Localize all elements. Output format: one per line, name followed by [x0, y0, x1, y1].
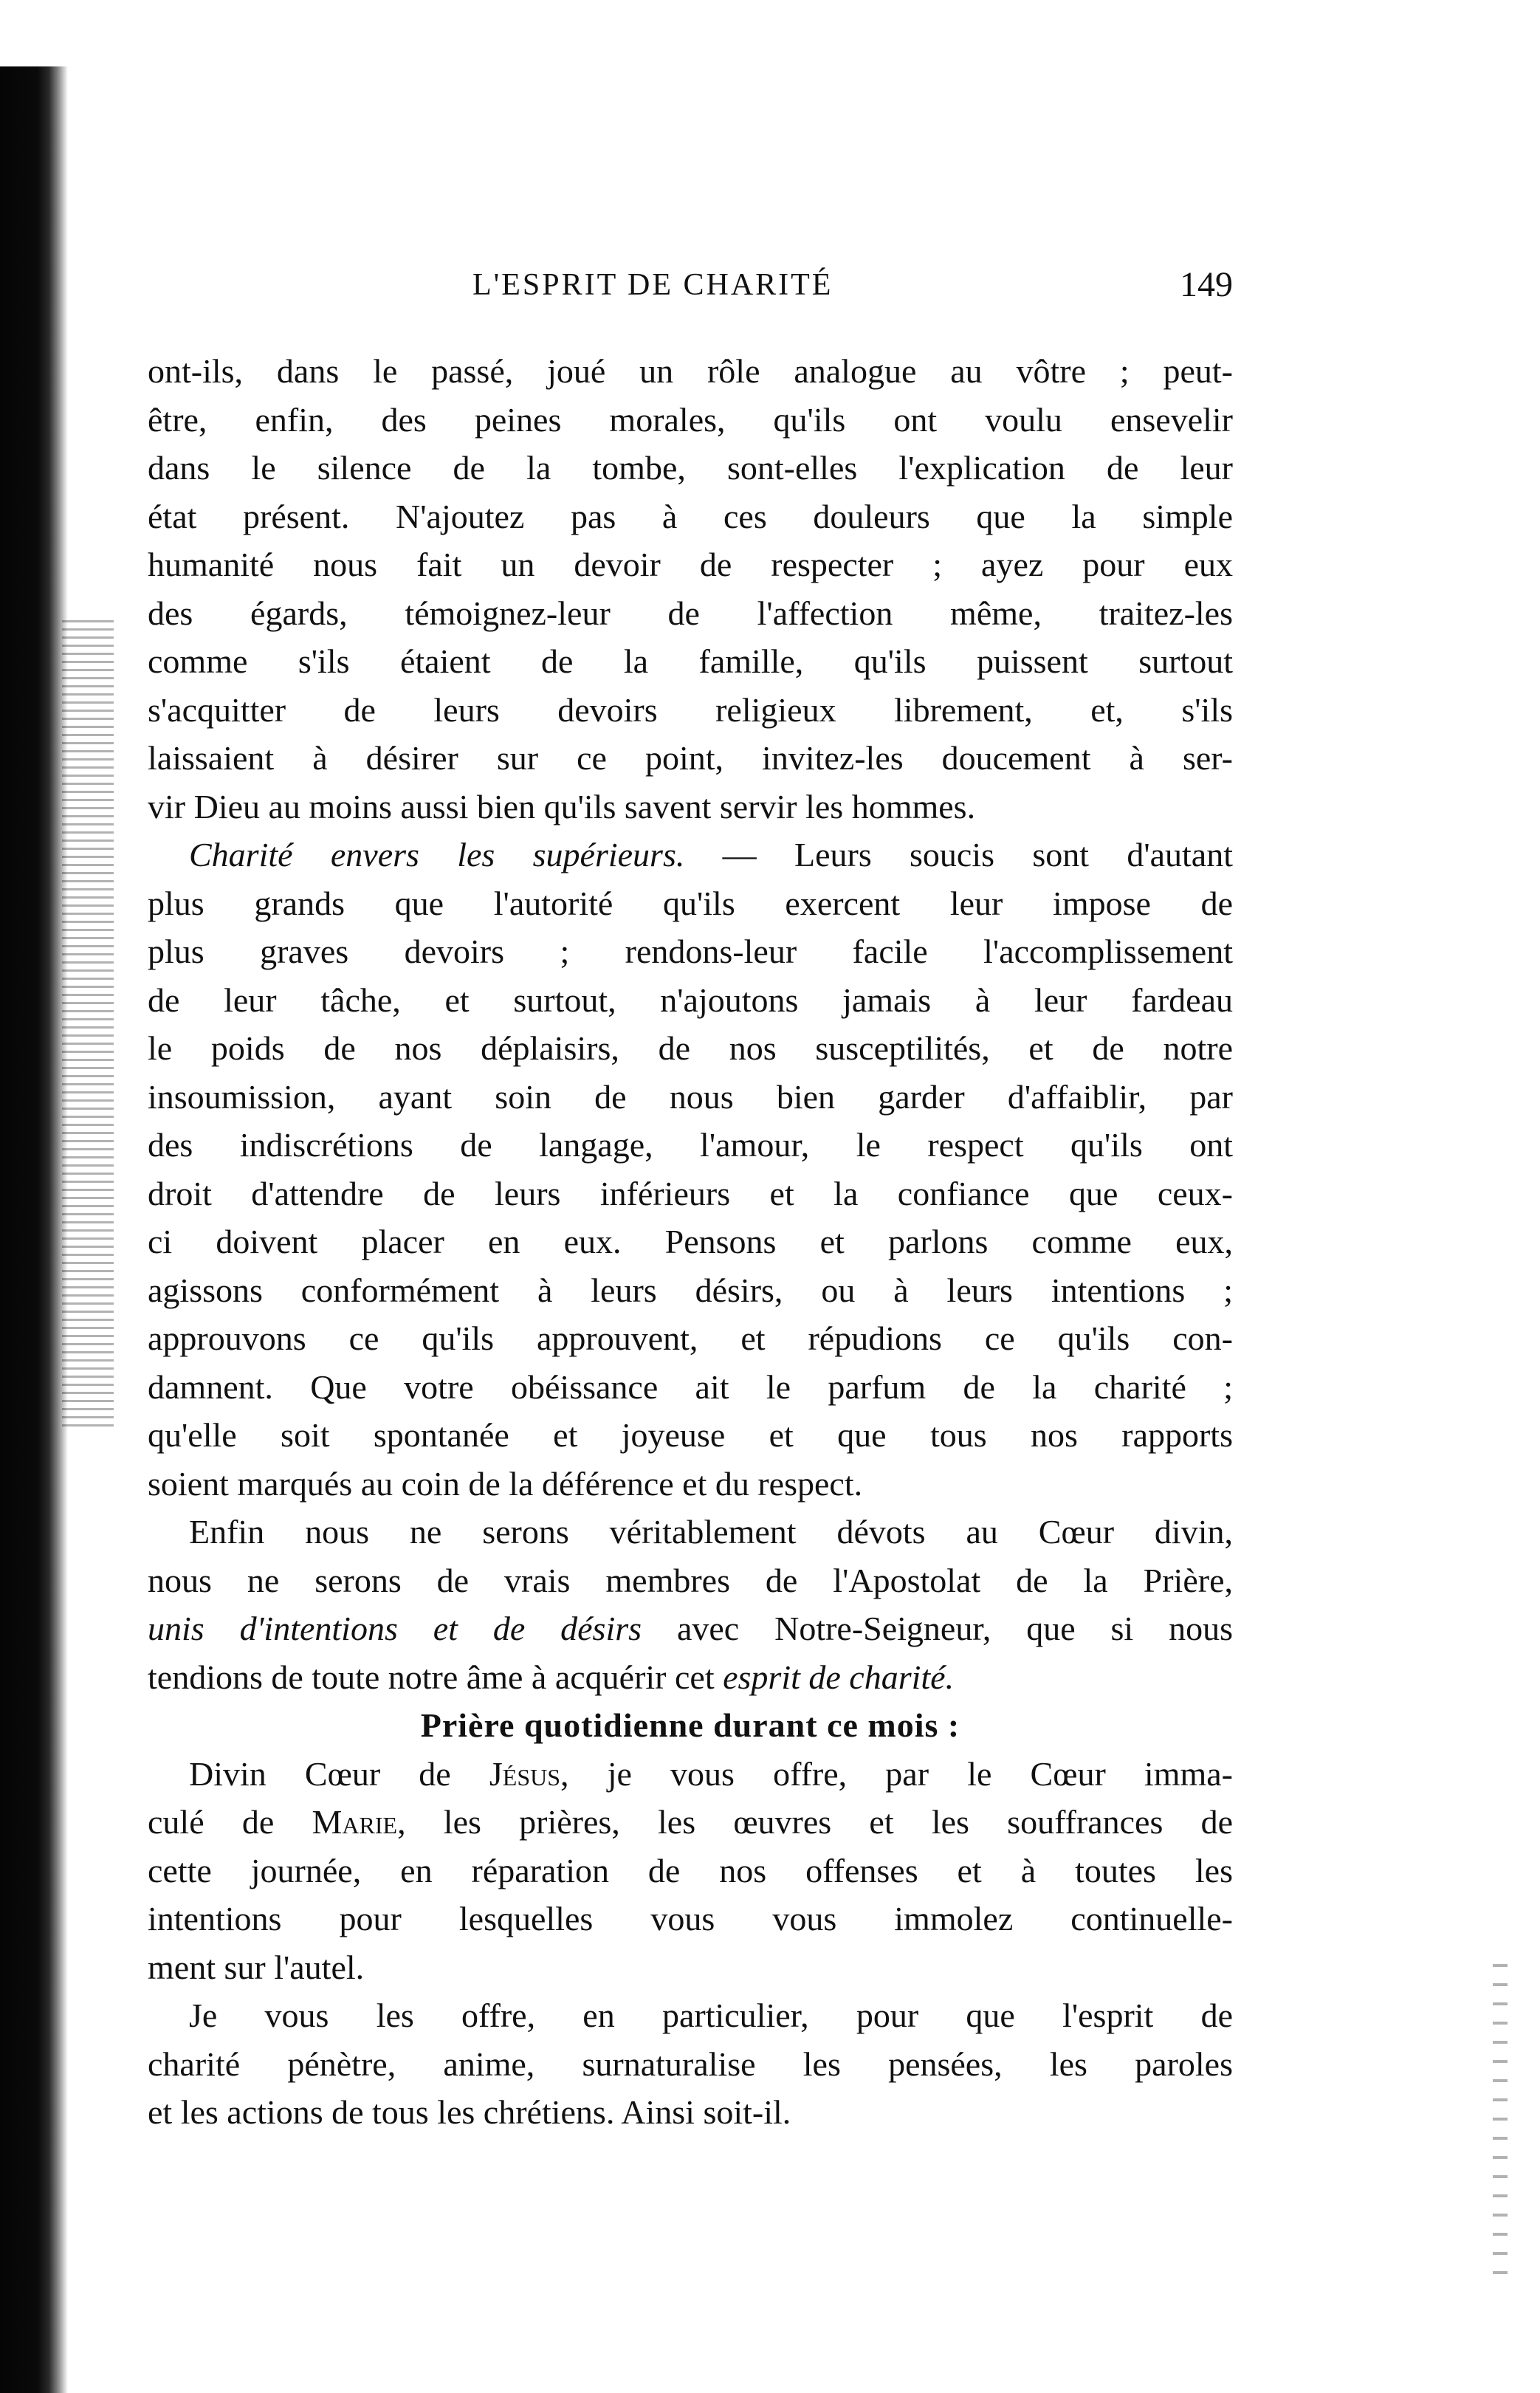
text-line: plus graves devoirs ; rendons-leur facile l'accomplissement [148, 933, 1233, 970]
text-line: Enfin nous ne serons véritablement dévots au Cœur divin, [189, 1513, 1233, 1551]
text-line: de leur tâche, et surtout, n'ajoutons jamais à leur fardeau [148, 981, 1233, 1019]
text-line: insoumission, ayant soin de nous bien garder d'affaiblir, par [148, 1077, 1233, 1116]
text-line [148, 1750, 1233, 1799]
text-line: qu'elle soit spontanée et joyeuse et que tous nos rapports [148, 1416, 1233, 1454]
text-fragment: , les prières, les œuvres et les souffrances de [397, 1803, 1233, 1841]
text-line: damnent. Que votre obéissance ait le parfum de la charité ; [148, 1367, 1233, 1406]
running-head [148, 267, 1233, 319]
page-body [148, 347, 1233, 2137]
text-line: être, enfin, des peines morales, qu'ils ont voulu ensevelir [148, 400, 1233, 439]
text-line: agissons conformément à leurs désirs, ou à leurs intentions ; [148, 1271, 1233, 1309]
text-line: cette journée, en réparation de nos offenses et à toutes les [148, 1851, 1233, 1889]
text-line: soient marqués au coin de la déférence et du respect. [148, 1464, 863, 1503]
text-line: Je vous les offre, en particulier, pour que l'esprit de [189, 1997, 1233, 2034]
text-line: intentions pour lesquelles vous vous immolez continuelle- [148, 1900, 1233, 1937]
name-jesus: Jésus [489, 1754, 561, 1793]
text-fragment: tendions de toute notre âme à acquérir cet [148, 1658, 715, 1696]
text-line: ci doivent placer en eux. Pensons et parlons comme eux, [148, 1223, 1233, 1260]
text-fragment-italic: unis d'intentions et de désirs [148, 1610, 642, 1647]
text-fragment: culé de [148, 1803, 275, 1841]
text-line: droit d'attendre de leurs inférieurs et la confiance que ceux- [148, 1174, 1233, 1212]
prayer-heading: Prière quotidienne durant ce mois : [420, 1706, 960, 1744]
text-fragment: , je vous offre, par le Cœur imma- [560, 1754, 1233, 1793]
text-line: des égards, témoignez-leur de l'affection même, traitez-les [148, 594, 1233, 632]
text-line: nous ne serons de vrais membres de l'Apostolat de la Prière, [148, 1561, 1233, 1599]
text-line: approuvons ce qu'ils approuvent, et répudions ce qu'ils con- [148, 1319, 1233, 1357]
scan-speckle [62, 620, 114, 1432]
text-line: laissaient à désirer sur ce point, invitez-les doucement à ser- [148, 739, 1233, 777]
scan-speckle-right [1493, 1964, 1508, 2274]
text-fragment: avec Notre-Seigneur, que si nous [676, 1610, 1234, 1647]
name-marie: Marie [312, 1803, 398, 1841]
text-fragment: — Leurs soucis sont d'autant [722, 836, 1233, 873]
text-fragment-italic: esprit de charité. [723, 1658, 955, 1696]
text-line: ont-ils, dans le passé, joué un rôle analogue au vôtre ; peut- [148, 352, 1233, 390]
text-line: plus grands que l'autorité qu'ils exercent leur impose de [148, 884, 1233, 922]
running-title: L'ESPRIT DE CHARITÉ [472, 268, 833, 302]
text-line: ment sur l'autel. [148, 1948, 365, 1986]
section-line [148, 831, 1233, 879]
page-number: 149 [1180, 265, 1233, 304]
text-fragment: Divin Cœur de [189, 1754, 451, 1793]
text-line: s'acquitter de leurs devoirs religieux librement, et, s'ils [148, 690, 1233, 729]
text-line [148, 1653, 1233, 1702]
text-line: charité pénètre, anime, surnaturalise les pensées, les paroles [148, 2044, 1233, 2083]
text-line: humanité nous fait un devoir de respecter ; ayez pour eux [148, 546, 1233, 583]
text-line: le poids de nos déplaisirs, de nos susceptilités, et de notre [148, 1029, 1233, 1067]
text-line: état présent. N'ajoutez pas à ces douleurs que la simple [148, 497, 1233, 535]
text-line: dans le silence de la tombe, sont-elles l'explication de leur [148, 449, 1233, 487]
text-line [148, 1604, 1233, 1653]
section-heading: Charité envers les supérieurs. [189, 836, 685, 873]
text-line: vir Dieu au moins aussi bien qu'ils savent servir les hommes. [148, 787, 976, 825]
binding-shadow [0, 66, 68, 2393]
text-line: et les actions de tous les chrétiens. Ainsi soit-il. [148, 2093, 791, 2131]
text-line: comme s'ils étaient de la famille, qu'ils puissent surtout [148, 642, 1233, 680]
text-line [148, 1798, 1233, 1847]
text-line: des indiscrétions de langage, l'amour, le respect qu'ils ont [148, 1126, 1233, 1164]
